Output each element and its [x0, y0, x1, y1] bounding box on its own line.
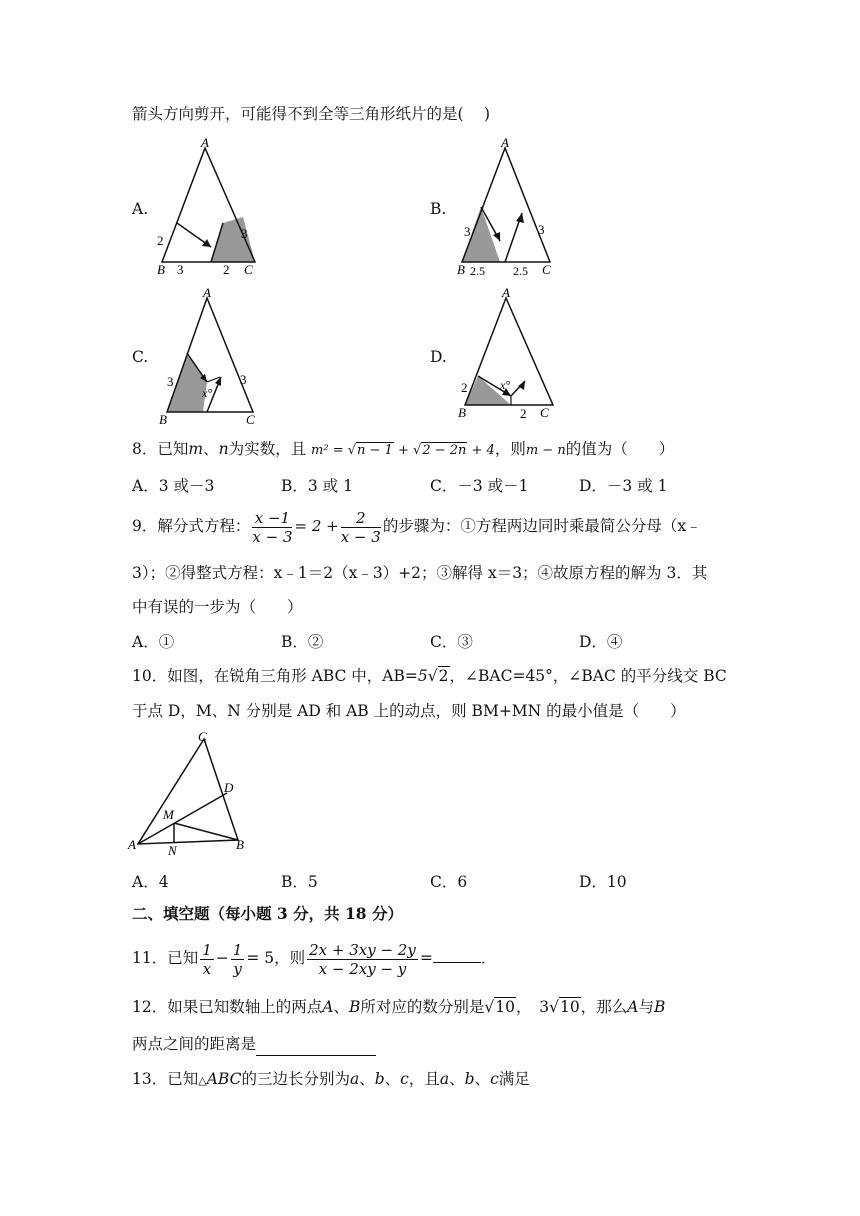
frac-den: x — [202, 959, 212, 978]
coef: 3 — [539, 998, 550, 1016]
q11-end: ． — [480, 949, 497, 967]
plus: + — [393, 443, 414, 458]
q12-mid: 所对应的数分别是 — [360, 998, 485, 1016]
q8-sep: 、 — [203, 440, 219, 458]
answer-blank[interactable] — [256, 1033, 376, 1056]
label-d: D — [224, 780, 234, 795]
frac-expression — [307, 941, 418, 978]
label-right-side: 3 — [240, 372, 247, 387]
bisector-ad — [138, 793, 227, 844]
side-c: c — [400, 1070, 409, 1088]
label-left-side: 3 — [167, 374, 174, 389]
var-n: n — [218, 440, 229, 458]
eq: = — [419, 949, 433, 967]
q10-option-b[interactable]: B．5 — [281, 873, 318, 891]
q12-line2-text: 两点之间的距离是 — [132, 1035, 257, 1053]
and: 与 — [638, 998, 654, 1016]
q7-option-c[interactable]: C. — [132, 348, 149, 366]
q8-then: ，则 — [494, 440, 526, 458]
minus: − — [215, 949, 229, 967]
label-left-side: 3 — [464, 224, 471, 239]
label-bottom: 2 — [520, 406, 527, 421]
label-b: B — [159, 412, 167, 425]
label-bottom-right: 2.5 — [513, 264, 528, 275]
q11-prefix: 11．已知 — [132, 949, 199, 967]
q10-option-a[interactable]: A．4 — [132, 873, 169, 891]
label-bottom-left: 3 — [177, 262, 184, 275]
segment-bm — [174, 823, 238, 840]
triangle-icon: △ — [198, 1074, 207, 1087]
q7-option-d[interactable]: D. — [430, 348, 447, 366]
eq-lhs: m² = — [311, 443, 348, 458]
section-heading: 二、填空题（每小题 3 分，共 18 分） — [132, 904, 403, 923]
q12-then: ，那么 — [580, 998, 628, 1016]
triangle-name: ABC — [206, 1070, 242, 1088]
q13-end: 满足 — [498, 1070, 530, 1088]
sep: 、 — [333, 998, 349, 1016]
label-n: N — [168, 843, 177, 858]
q12-prefix: 12．如果已知数轴上的两点 — [132, 998, 323, 1016]
label-left-side: 2 — [157, 233, 164, 248]
frac-1 — [252, 509, 292, 546]
ab-radicand: 2 — [438, 667, 449, 685]
q7-figure-a — [150, 135, 260, 275]
side-a: a — [349, 1070, 360, 1088]
q7-option-b[interactable]: B. — [430, 200, 447, 218]
q8-suffix: 的值为（ ） — [565, 440, 675, 458]
label-c: C — [244, 262, 253, 275]
frac-den: y — [233, 959, 242, 978]
sep: 、 — [384, 1070, 401, 1088]
q8-option-a[interactable]: A．3 或－3 — [132, 477, 215, 495]
and: ，且 — [408, 1070, 440, 1088]
q8-option-d[interactable]: D．－3 或 1 — [579, 477, 668, 495]
frac-num: 1 — [232, 940, 243, 959]
q9-stem — [132, 506, 702, 546]
arrow-head-icon — [518, 381, 525, 390]
q7-option-a[interactable]: A. — [132, 200, 149, 218]
q9-option-d[interactable]: D．④ — [579, 633, 623, 651]
sqrt-10-b: 10 — [560, 998, 580, 1016]
q12-line2 — [132, 1033, 376, 1056]
eq: = 2 + — [294, 517, 339, 535]
frac-num: 2x + 3xy − 2y — [309, 940, 416, 959]
label-c: C — [246, 412, 255, 425]
point-a: A — [322, 998, 334, 1016]
q7-figure-c — [155, 285, 265, 425]
frac-den: x − 2xy − y — [318, 959, 407, 978]
frac-1-num: x −1 — [252, 509, 292, 528]
q10-option-c[interactable]: C．6 — [430, 873, 468, 891]
q10-part1: 10．如图，在锐角三角形 ABC 中，AB= — [132, 667, 418, 685]
q9-line2: 3）；②得整式方程：x﹣1＝2（x﹣3）+2；③解得 x＝3；④故原方程的解为 3．其 — [132, 564, 708, 582]
label-b: B — [236, 837, 244, 852]
q12-line1: 12．如果已知数轴上的两点A、B所对应的数分别是√10， 3√10，那么A与B — [132, 998, 666, 1016]
q9-option-c[interactable]: C．③ — [430, 633, 473, 651]
label-a: A — [501, 135, 509, 150]
label-c: C — [542, 262, 551, 275]
side-b: b — [464, 1070, 475, 1088]
q9-line3: 中有误的一步为（ ） — [132, 598, 303, 616]
comma: ， — [515, 998, 524, 1016]
var-m: m — [188, 440, 204, 458]
frac-1-den: x − 3 — [252, 527, 293, 546]
frac-2-den: x − 3 — [340, 527, 381, 546]
label-a: A — [128, 837, 136, 852]
m-minus-n: m − n — [525, 443, 566, 458]
sqrt-1: n − 1 — [357, 443, 393, 458]
q7-figure-d — [453, 285, 568, 425]
ab-coef: 5 — [417, 667, 428, 685]
side-a: a — [439, 1070, 450, 1088]
point-a: A — [627, 998, 639, 1016]
q7-stem: 箭头方向剪开，可能得不到全等三角形纸片的是( ) — [132, 105, 491, 123]
frac-num: 1 — [202, 940, 212, 959]
plus-four: + 4 — [467, 443, 495, 458]
q10-line1: 10．如图，在锐角三角形 ABC 中，AB=5√2，∠BAC=45°，∠BAC 的平分线交 BC — [132, 667, 727, 685]
point-b: B — [348, 998, 361, 1016]
arrow-head-icon — [202, 239, 211, 247]
frac-2-num: 2 — [341, 509, 381, 528]
side-c: c — [490, 1070, 499, 1088]
q10-part2: ，∠BAC=45°，∠BAC 的平分线交 BC — [449, 667, 727, 685]
q13-stem — [132, 1068, 530, 1092]
point-b: B — [654, 998, 666, 1016]
q8-stem — [132, 438, 674, 462]
sep: 、 — [449, 1070, 465, 1088]
q9-prefix: 9．解分式方程： — [132, 517, 251, 535]
sep: 、 — [474, 1070, 491, 1088]
label-a: A — [203, 285, 211, 300]
q8-option-c[interactable]: C．－3 或－1 — [430, 477, 529, 495]
q10-option-d[interactable]: D．10 — [579, 873, 627, 891]
label-c: C — [198, 729, 207, 744]
sqrt-10: 10 — [495, 998, 515, 1016]
q8-prefix: 8．已知 — [132, 440, 189, 458]
q8-option-b[interactable]: B．3 或 1 — [281, 477, 353, 495]
q9-suffix: 的步骤为：①方程两边同时乘最简公分母（x﹣ — [382, 517, 702, 535]
label-m: M — [163, 807, 174, 822]
arrow-head-icon — [516, 213, 524, 223]
triangle-abc — [138, 739, 238, 844]
answer-blank[interactable] — [433, 962, 481, 963]
frac-2 — [341, 509, 381, 546]
frac-1-over-x — [200, 941, 214, 978]
label-bottom-right: 2 — [223, 262, 230, 275]
sep: 、 — [359, 1070, 375, 1088]
label-b: B — [457, 262, 465, 275]
q8-mid: 为实数，且 — [228, 440, 307, 458]
q8-equation: m² = √n − 1 + √2 − 2n + 4 — [311, 443, 495, 458]
label-right-side: 3 — [538, 222, 545, 237]
label-b: B — [157, 262, 165, 275]
q9-option-a[interactable]: A．① — [132, 633, 175, 651]
q13-mid: 的三边长分别为 — [241, 1070, 350, 1088]
eq-five: = 5，则 — [246, 949, 306, 967]
label-right-side: 3 — [241, 226, 248, 241]
label-angle: x° — [500, 378, 511, 392]
q10-figure — [126, 727, 256, 859]
label-angle: x° — [202, 386, 213, 400]
q9-option-b[interactable]: B．② — [281, 633, 324, 651]
q10-line2: 于点 D，M、N 分别是 AD 和 AB 上的动点，则 BM+MN 的最小值是（ ） — [132, 702, 686, 720]
side-b: b — [374, 1070, 385, 1088]
frac-1-over-y — [231, 941, 245, 978]
label-b: B — [458, 405, 466, 420]
q11-stem — [132, 936, 496, 980]
sqrt-2: 2 − 2n — [422, 443, 467, 458]
label-a: A — [201, 135, 209, 150]
label-bottom-left: 2.5 — [470, 264, 485, 275]
q7-figure-b — [450, 135, 565, 275]
q13-prefix: 13．已知 — [132, 1070, 199, 1088]
label-left-side: 2 — [461, 380, 468, 395]
label-c: C — [540, 405, 549, 420]
label-a: A — [502, 285, 510, 300]
